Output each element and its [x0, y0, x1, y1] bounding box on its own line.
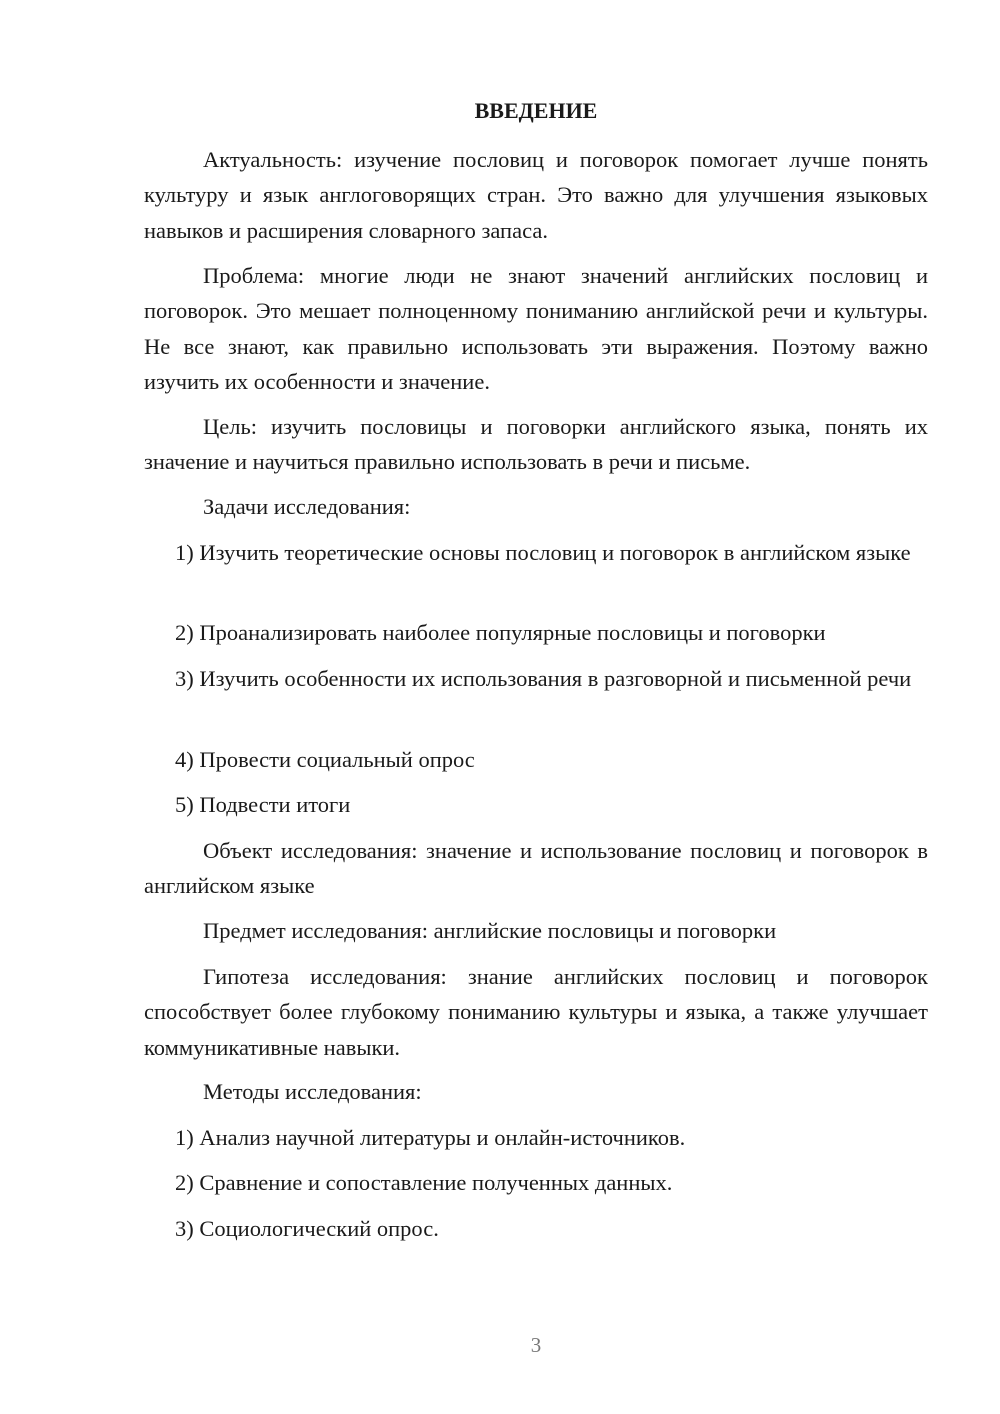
paragraph-methods-heading: Методы исследования:	[203, 1079, 422, 1104]
paragraph-problem: Проблема: многие люди не знают значений английских пословиц и поговорок. Это мешает полноценному пониманию английской речи и культуры. Не все знают, как правильно использовать эти выражения. Поэтому важно изучить их особенности и значение.	[144, 263, 928, 394]
list-item-method-2: 2) Сравнение и сопоставление полученных данных.	[175, 1170, 673, 1195]
list-item-method-1: 1) Анализ научной литературы и онлайн-источников.	[175, 1125, 686, 1150]
paragraph-object: Объект исследования: значение и использование пословиц и поговорок в английском языке	[144, 838, 928, 899]
paragraph-hypothesis: Гипотеза исследования: знание английских пословиц и поговорок способствует более глубокому пониманию культуры и языка, а также улучшает коммуникативные навыки.	[144, 964, 928, 1060]
paragraph-goal: Цель: изучить пословицы и поговорки английского языка, понять их значение и научиться правильно использовать в речи и письме.	[144, 414, 928, 475]
page-heading: ВВЕДЕНИЕ	[474, 98, 598, 123]
list-item-task-2: 2) Проанализировать наиболее популярные пословицы и поговорки	[175, 620, 826, 645]
paragraph-tasks-heading: Задачи исследования:	[203, 494, 411, 519]
list-item-task-4: 4) Провести социальный опрос	[175, 747, 475, 772]
list-item-task-3: 3) Изучить особенности их использования в разговорной и письменной речи	[175, 666, 912, 691]
page-number: 3	[530, 1333, 542, 1357]
list-item-task-1: 1) Изучить теоретические основы пословиц и поговорок в английском языке	[175, 540, 911, 565]
list-item-method-3: 3) Социологический опрос.	[175, 1216, 439, 1241]
list-item-task-5: 5) Подвести итоги	[175, 792, 351, 817]
paragraph-relevance: Актуальность: изучение пословиц и поговорок помогает лучше понять культуру и язык англоговорящих стран. Это важно для улучшения языковых навыков и расширения словарного запаса.	[144, 147, 928, 243]
paragraph-subject: Предмет исследования: английские пословицы и поговорки	[203, 918, 777, 943]
